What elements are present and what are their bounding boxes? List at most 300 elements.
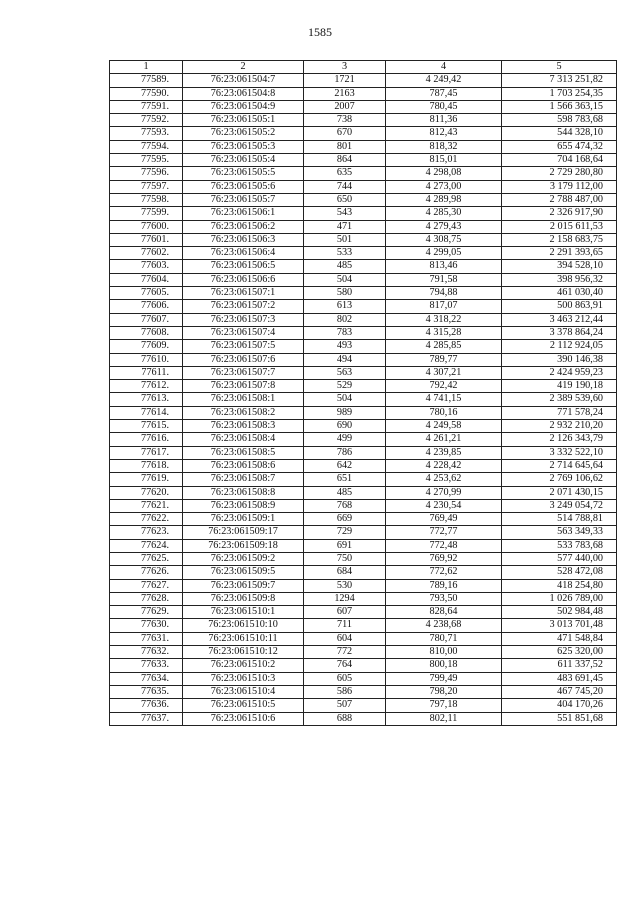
value-per-unit-cell: 4 289,98 [386, 193, 502, 206]
area-cell: 543 [304, 207, 386, 220]
value-per-unit-cell: 828,64 [386, 606, 502, 619]
cadastral-number-cell: 76:23:061510:2 [183, 659, 304, 672]
row-number-cell: 77619. [110, 473, 183, 486]
cadastral-number-cell: 76:23:061504:9 [183, 100, 304, 113]
area-cell: 504 [304, 273, 386, 286]
cadastral-number-cell: 76:23:061506:2 [183, 220, 304, 233]
row-number-cell: 77625. [110, 552, 183, 565]
row-number-cell: 77590. [110, 87, 183, 100]
area-cell: 507 [304, 699, 386, 712]
table-row [110, 260, 617, 273]
cadastral-number-cell: 76:23:061505:7 [183, 193, 304, 206]
column-header-5: 5 [502, 61, 617, 74]
value-per-unit-cell: 4 299,05 [386, 247, 502, 260]
value-per-unit-cell: 815,01 [386, 154, 502, 167]
total-value-cell: 502 984,48 [502, 606, 617, 619]
area-cell: 605 [304, 672, 386, 685]
cadastral-number-cell: 76:23:061507:6 [183, 353, 304, 366]
cadastral-number-cell: 76:23:061504:8 [183, 87, 304, 100]
total-value-cell: 2 424 959,23 [502, 366, 617, 379]
value-per-unit-cell: 4 238,68 [386, 619, 502, 632]
cadastral-number-cell: 76:23:061509:17 [183, 526, 304, 539]
page-number: 1585 [308, 25, 332, 39]
table-row [110, 340, 617, 353]
table-row [110, 592, 617, 605]
total-value-cell: 563 349,33 [502, 526, 617, 539]
total-value-cell: 2 326 917,90 [502, 207, 617, 220]
total-value-cell: 471 548,84 [502, 632, 617, 645]
registry-table [109, 60, 617, 726]
area-cell: 670 [304, 127, 386, 140]
area-cell: 2163 [304, 87, 386, 100]
total-value-cell: 467 745,20 [502, 685, 617, 698]
value-per-unit-cell: 780,71 [386, 632, 502, 645]
area-cell: 711 [304, 619, 386, 632]
table-row [110, 446, 617, 459]
value-per-unit-cell: 811,36 [386, 114, 502, 127]
cadastral-number-cell: 76:23:061506:6 [183, 273, 304, 286]
area-cell: 580 [304, 287, 386, 300]
table-body [110, 74, 617, 726]
total-value-cell: 1 566 363,15 [502, 100, 617, 113]
area-cell: 1721 [304, 74, 386, 87]
total-value-cell: 2 769 106,62 [502, 473, 617, 486]
total-value-cell: 404 170,26 [502, 699, 617, 712]
value-per-unit-cell: 787,45 [386, 87, 502, 100]
area-cell: 499 [304, 433, 386, 446]
table-row [110, 632, 617, 645]
value-per-unit-cell: 4 270,99 [386, 486, 502, 499]
value-per-unit-cell: 4 249,58 [386, 420, 502, 433]
cadastral-number-cell: 76:23:061507:8 [183, 380, 304, 393]
row-number-cell: 77617. [110, 446, 183, 459]
cadastral-number-cell: 76:23:061510:1 [183, 606, 304, 619]
area-cell: 801 [304, 140, 386, 153]
row-number-cell: 77616. [110, 433, 183, 446]
value-per-unit-cell: 789,16 [386, 579, 502, 592]
area-cell: 586 [304, 685, 386, 698]
row-number-cell: 77600. [110, 220, 183, 233]
area-cell: 690 [304, 420, 386, 433]
row-number-cell: 77623. [110, 526, 183, 539]
cadastral-number-cell: 76:23:061508:8 [183, 486, 304, 499]
cadastral-number-cell: 76:23:061506:5 [183, 260, 304, 273]
row-number-cell: 77612. [110, 380, 183, 393]
total-value-cell: 2 126 343,79 [502, 433, 617, 446]
value-per-unit-cell: 4 318,22 [386, 313, 502, 326]
cadastral-number-cell: 76:23:061507:5 [183, 340, 304, 353]
row-number-cell: 77610. [110, 353, 183, 366]
row-number-cell: 77604. [110, 273, 183, 286]
area-cell: 613 [304, 300, 386, 313]
cadastral-number-cell: 76:23:061510:3 [183, 672, 304, 685]
area-cell: 684 [304, 566, 386, 579]
table-row [110, 326, 617, 339]
total-value-cell: 2 015 611,53 [502, 220, 617, 233]
cadastral-number-cell: 76:23:061510:11 [183, 632, 304, 645]
value-per-unit-cell: 792,42 [386, 380, 502, 393]
total-value-cell: 3 378 864,24 [502, 326, 617, 339]
total-value-cell: 2 389 539,60 [502, 393, 617, 406]
row-number-cell: 77592. [110, 114, 183, 127]
row-number-cell: 77594. [110, 140, 183, 153]
area-cell: 494 [304, 353, 386, 366]
value-per-unit-cell: 817,07 [386, 300, 502, 313]
value-per-unit-cell: 4 298,08 [386, 167, 502, 180]
table-row [110, 393, 617, 406]
cadastral-number-cell: 76:23:061510:5 [183, 699, 304, 712]
column-header-1: 1 [110, 61, 183, 74]
area-cell: 691 [304, 539, 386, 552]
area-cell: 604 [304, 632, 386, 645]
table-row [110, 74, 617, 87]
total-value-cell: 3 179 112,00 [502, 180, 617, 193]
total-value-cell: 398 956,32 [502, 273, 617, 286]
table-row [110, 100, 617, 113]
value-per-unit-cell: 4 228,42 [386, 459, 502, 472]
row-number-cell: 77637. [110, 712, 183, 725]
value-per-unit-cell: 799,49 [386, 672, 502, 685]
table-row [110, 526, 617, 539]
cadastral-number-cell: 76:23:061509:18 [183, 539, 304, 552]
table-row [110, 672, 617, 685]
table-row [110, 685, 617, 698]
total-value-cell: 3 249 054,72 [502, 499, 617, 512]
total-value-cell: 2 112 924,05 [502, 340, 617, 353]
cadastral-number-cell: 76:23:061508:7 [183, 473, 304, 486]
total-value-cell: 704 168,64 [502, 154, 617, 167]
cadastral-number-cell: 76:23:061508:5 [183, 446, 304, 459]
area-cell: 750 [304, 552, 386, 565]
area-cell: 768 [304, 499, 386, 512]
area-cell: 471 [304, 220, 386, 233]
value-per-unit-cell: 789,77 [386, 353, 502, 366]
area-cell: 529 [304, 380, 386, 393]
cadastral-number-cell: 76:23:061508:3 [183, 420, 304, 433]
area-cell: 563 [304, 366, 386, 379]
area-cell: 764 [304, 659, 386, 672]
total-value-cell: 2 788 487,00 [502, 193, 617, 206]
table-row [110, 140, 617, 153]
table-row [110, 473, 617, 486]
cadastral-number-cell: 76:23:061507:2 [183, 300, 304, 313]
total-value-cell: 2 071 430,15 [502, 486, 617, 499]
row-number-cell: 77589. [110, 74, 183, 87]
row-number-cell: 77605. [110, 287, 183, 300]
value-per-unit-cell: 793,50 [386, 592, 502, 605]
table-row [110, 513, 617, 526]
total-value-cell: 528 472,08 [502, 566, 617, 579]
row-number-cell: 77633. [110, 659, 183, 672]
area-cell: 772 [304, 646, 386, 659]
row-number-cell: 77614. [110, 406, 183, 419]
row-number-cell: 77618. [110, 459, 183, 472]
value-per-unit-cell: 4 249,42 [386, 74, 502, 87]
row-number-cell: 77607. [110, 313, 183, 326]
value-per-unit-cell: 769,92 [386, 552, 502, 565]
total-value-cell: 2 714 645,64 [502, 459, 617, 472]
area-cell: 786 [304, 446, 386, 459]
row-number-cell: 77628. [110, 592, 183, 605]
area-cell: 1294 [304, 592, 386, 605]
total-value-cell: 3 463 212,44 [502, 313, 617, 326]
area-cell: 989 [304, 406, 386, 419]
cadastral-number-cell: 76:23:061508:9 [183, 499, 304, 512]
table-row [110, 486, 617, 499]
table-row [110, 406, 617, 419]
area-cell: 738 [304, 114, 386, 127]
column-header-2: 2 [183, 61, 304, 74]
table-row [110, 180, 617, 193]
table-row [110, 207, 617, 220]
table-row [110, 247, 617, 260]
table-row [110, 287, 617, 300]
cadastral-number-cell: 76:23:061507:7 [183, 366, 304, 379]
row-number-cell: 77597. [110, 180, 183, 193]
value-per-unit-cell: 4 285,30 [386, 207, 502, 220]
row-number-cell: 77602. [110, 247, 183, 260]
table-row [110, 566, 617, 579]
value-per-unit-cell: 4 230,54 [386, 499, 502, 512]
total-value-cell: 419 190,18 [502, 380, 617, 393]
value-per-unit-cell: 772,48 [386, 539, 502, 552]
row-number-cell: 77635. [110, 685, 183, 698]
row-number-cell: 77620. [110, 486, 183, 499]
total-value-cell: 2 729 280,80 [502, 167, 617, 180]
area-cell: 501 [304, 233, 386, 246]
value-per-unit-cell: 802,11 [386, 712, 502, 725]
row-number-cell: 77615. [110, 420, 183, 433]
table-row [110, 539, 617, 552]
cadastral-number-cell: 76:23:061507:1 [183, 287, 304, 300]
column-header-4: 4 [386, 61, 502, 74]
row-number-cell: 77598. [110, 193, 183, 206]
cadastral-number-cell: 76:23:061505:4 [183, 154, 304, 167]
cadastral-number-cell: 76:23:061505:1 [183, 114, 304, 127]
cadastral-number-cell: 76:23:061509:7 [183, 579, 304, 592]
row-number-cell: 77611. [110, 366, 183, 379]
table-row [110, 154, 617, 167]
total-value-cell: 611 337,52 [502, 659, 617, 672]
cadastral-number-cell: 76:23:061506:3 [183, 233, 304, 246]
total-value-cell: 394 528,10 [502, 260, 617, 273]
table-row [110, 420, 617, 433]
area-cell: 607 [304, 606, 386, 619]
area-cell: 485 [304, 486, 386, 499]
table-row [110, 712, 617, 725]
row-number-cell: 77613. [110, 393, 183, 406]
row-number-cell: 77606. [110, 300, 183, 313]
header-row [110, 61, 617, 74]
table-row [110, 220, 617, 233]
cadastral-number-cell: 76:23:061506:1 [183, 207, 304, 220]
row-number-cell: 77624. [110, 539, 183, 552]
table-row [110, 127, 617, 140]
row-number-cell: 77631. [110, 632, 183, 645]
cadastral-number-cell: 76:23:061505:5 [183, 167, 304, 180]
row-number-cell: 77621. [110, 499, 183, 512]
cadastral-number-cell: 76:23:061508:1 [183, 393, 304, 406]
cadastral-number-cell: 76:23:061507:4 [183, 326, 304, 339]
table-row [110, 233, 617, 246]
value-per-unit-cell: 4 273,00 [386, 180, 502, 193]
cadastral-number-cell: 76:23:061505:6 [183, 180, 304, 193]
cadastral-number-cell: 76:23:061505:3 [183, 140, 304, 153]
value-per-unit-cell: 798,20 [386, 685, 502, 698]
value-per-unit-cell: 791,58 [386, 273, 502, 286]
total-value-cell: 2 932 210,20 [502, 420, 617, 433]
cadastral-number-cell: 76:23:061504:7 [183, 74, 304, 87]
cadastral-number-cell: 76:23:061510:6 [183, 712, 304, 725]
table-row [110, 646, 617, 659]
row-number-cell: 77608. [110, 326, 183, 339]
cadastral-number-cell: 76:23:061509:1 [183, 513, 304, 526]
area-cell: 533 [304, 247, 386, 260]
total-value-cell: 577 440,00 [502, 552, 617, 565]
row-number-cell: 77599. [110, 207, 183, 220]
cadastral-number-cell: 76:23:061510:4 [183, 685, 304, 698]
table-row [110, 619, 617, 632]
row-number-cell: 77601. [110, 233, 183, 246]
total-value-cell: 598 783,68 [502, 114, 617, 127]
area-cell: 2007 [304, 100, 386, 113]
table-row [110, 193, 617, 206]
cadastral-number-cell: 76:23:061509:2 [183, 552, 304, 565]
row-number-cell: 77629. [110, 606, 183, 619]
total-value-cell: 500 863,91 [502, 300, 617, 313]
table-row [110, 459, 617, 472]
value-per-unit-cell: 4 307,21 [386, 366, 502, 379]
total-value-cell: 771 578,24 [502, 406, 617, 419]
cadastral-number-cell: 76:23:061507:3 [183, 313, 304, 326]
table-row [110, 114, 617, 127]
total-value-cell: 544 328,10 [502, 127, 617, 140]
table-row [110, 273, 617, 286]
value-per-unit-cell: 800,18 [386, 659, 502, 672]
value-per-unit-cell: 812,43 [386, 127, 502, 140]
total-value-cell: 461 030,40 [502, 287, 617, 300]
area-cell: 651 [304, 473, 386, 486]
table-row [110, 366, 617, 379]
area-cell: 642 [304, 459, 386, 472]
value-per-unit-cell: 4 279,43 [386, 220, 502, 233]
area-cell: 688 [304, 712, 386, 725]
table-row [110, 300, 617, 313]
area-cell: 669 [304, 513, 386, 526]
row-number-cell: 77634. [110, 672, 183, 685]
row-number-cell: 77593. [110, 127, 183, 140]
table-row [110, 499, 617, 512]
total-value-cell: 418 254,80 [502, 579, 617, 592]
value-per-unit-cell: 780,16 [386, 406, 502, 419]
cadastral-number-cell: 76:23:061508:2 [183, 406, 304, 419]
cadastral-number-cell: 76:23:061509:8 [183, 592, 304, 605]
area-cell: 783 [304, 326, 386, 339]
total-value-cell: 2 158 683,75 [502, 233, 617, 246]
total-value-cell: 551 851,68 [502, 712, 617, 725]
table-row [110, 659, 617, 672]
area-cell: 504 [304, 393, 386, 406]
area-cell: 493 [304, 340, 386, 353]
table-row [110, 353, 617, 366]
table-row [110, 699, 617, 712]
total-value-cell: 514 788,81 [502, 513, 617, 526]
row-number-cell: 77632. [110, 646, 183, 659]
value-per-unit-cell: 769,49 [386, 513, 502, 526]
value-per-unit-cell: 4 253,62 [386, 473, 502, 486]
cadastral-number-cell: 76:23:061508:6 [183, 459, 304, 472]
value-per-unit-cell: 4 239,85 [386, 446, 502, 459]
total-value-cell: 483 691,45 [502, 672, 617, 685]
area-cell: 802 [304, 313, 386, 326]
total-value-cell: 625 320,00 [502, 646, 617, 659]
table-row [110, 433, 617, 446]
value-per-unit-cell: 772,77 [386, 526, 502, 539]
area-cell: 864 [304, 154, 386, 167]
cadastral-number-cell: 76:23:061506:4 [183, 247, 304, 260]
row-number-cell: 77636. [110, 699, 183, 712]
table-row [110, 579, 617, 592]
value-per-unit-cell: 4 315,28 [386, 326, 502, 339]
total-value-cell: 3 013 701,48 [502, 619, 617, 632]
area-cell: 530 [304, 579, 386, 592]
value-per-unit-cell: 4 308,75 [386, 233, 502, 246]
total-value-cell: 1 026 789,00 [502, 592, 617, 605]
cadastral-number-cell: 76:23:061505:2 [183, 127, 304, 140]
area-cell: 485 [304, 260, 386, 273]
value-per-unit-cell: 810,00 [386, 646, 502, 659]
value-per-unit-cell: 4 741,15 [386, 393, 502, 406]
row-number-cell: 77609. [110, 340, 183, 353]
cadastral-number-cell: 76:23:061508:4 [183, 433, 304, 446]
value-per-unit-cell: 772,62 [386, 566, 502, 579]
row-number-cell: 77622. [110, 513, 183, 526]
area-cell: 729 [304, 526, 386, 539]
row-number-cell: 77603. [110, 260, 183, 273]
value-per-unit-cell: 813,46 [386, 260, 502, 273]
row-number-cell: 77591. [110, 100, 183, 113]
table-row [110, 552, 617, 565]
area-cell: 650 [304, 193, 386, 206]
total-value-cell: 3 332 522,10 [502, 446, 617, 459]
table-row [110, 87, 617, 100]
row-number-cell: 77627. [110, 579, 183, 592]
total-value-cell: 655 474,32 [502, 140, 617, 153]
row-number-cell: 77626. [110, 566, 183, 579]
total-value-cell: 7 313 251,82 [502, 74, 617, 87]
value-per-unit-cell: 794,88 [386, 287, 502, 300]
cadastral-number-cell: 76:23:061510:10 [183, 619, 304, 632]
total-value-cell: 1 703 254,35 [502, 87, 617, 100]
value-per-unit-cell: 4 261,21 [386, 433, 502, 446]
value-per-unit-cell: 4 285,85 [386, 340, 502, 353]
total-value-cell: 390 146,38 [502, 353, 617, 366]
table-row [110, 380, 617, 393]
row-number-cell: 77596. [110, 167, 183, 180]
value-per-unit-cell: 797,18 [386, 699, 502, 712]
table-row [110, 167, 617, 180]
cadastral-number-cell: 76:23:061509:5 [183, 566, 304, 579]
table-row [110, 606, 617, 619]
value-per-unit-cell: 818,32 [386, 140, 502, 153]
value-per-unit-cell: 780,45 [386, 100, 502, 113]
row-number-cell: 77595. [110, 154, 183, 167]
column-header-3: 3 [304, 61, 386, 74]
table-row [110, 313, 617, 326]
cadastral-number-cell: 76:23:061510:12 [183, 646, 304, 659]
row-number-cell: 77630. [110, 619, 183, 632]
area-cell: 635 [304, 167, 386, 180]
